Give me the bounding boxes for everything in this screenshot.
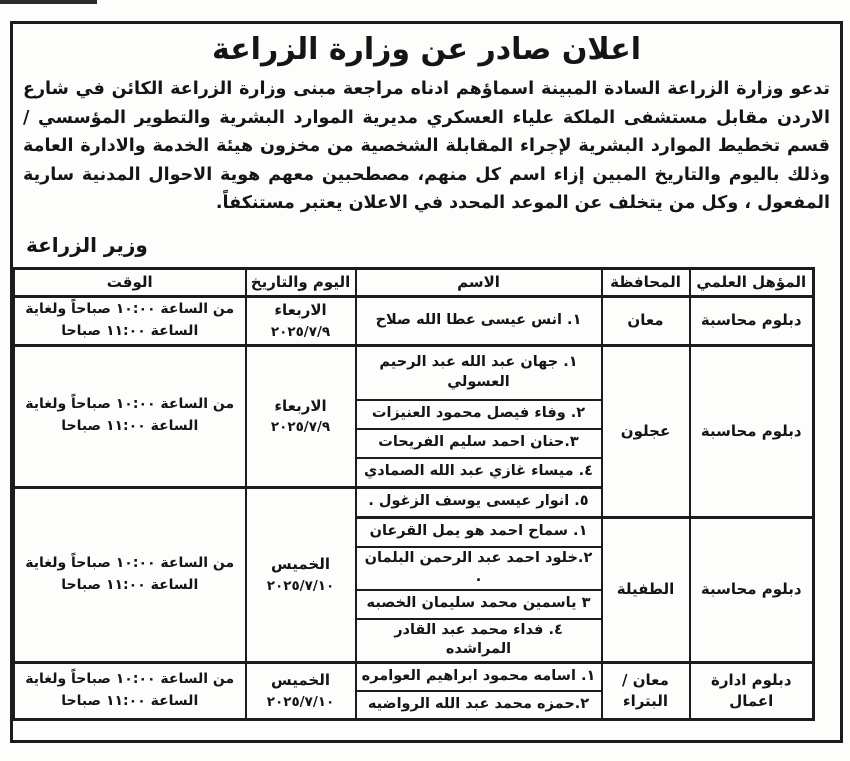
table-row — [14, 296, 814, 345]
col-header-name: الاسم — [356, 268, 602, 296]
day-date-cell — [246, 487, 356, 662]
col-header-qualification: المؤهل العلمي — [690, 268, 814, 296]
candidate-name-cell: ٢.خلود احمد عبد الرحمن البلمان . — [356, 547, 602, 590]
announcement-box — [10, 21, 843, 743]
day-label: الخميس — [271, 671, 330, 690]
governorate-cell: عجلون — [602, 345, 690, 517]
ad-title: اعلان صادر عن وزارة الزراعة — [212, 32, 641, 67]
candidate-name-cell: ١. سماح احمد هو يمل القرعان — [356, 517, 602, 547]
table-header-row — [14, 268, 814, 296]
time-cell: من الساعة ١٠:٠٠ صباحاً ولغاية الساعة ١١:٠٠ صباحا — [14, 662, 246, 719]
col-header-governorate: المحافظة — [602, 268, 690, 296]
candidate-name-cell: ١. اسامه محمود ابراهيم العوامره — [356, 662, 602, 691]
candidate-name-cell: ٣.حنان احمد سليم الفريحات — [356, 429, 602, 458]
qualification-cell: دبلوم محاسبة — [690, 517, 814, 662]
minister-signature: وزير الزراعة — [26, 232, 148, 257]
candidate-name-cell: ٥. انوار عيسى يوسف الزغول . — [356, 487, 602, 517]
col-header-time: الوقت — [14, 268, 246, 296]
date-value: ٢٠٢٥/٧/١٠ — [266, 693, 335, 710]
day-label: الاربعاء — [274, 396, 327, 415]
qualification-cell: دبلوم ادارة اعمال — [690, 662, 814, 719]
candidate-name-cell: ١. انس عيسى عطا الله صلاح — [356, 296, 602, 345]
governorate-cell: معان / البتراء — [602, 662, 690, 719]
table-row — [14, 662, 814, 691]
candidate-name-cell: ٤. فداء محمد عبد القادر المراشده — [356, 619, 602, 663]
candidate-name-cell: ٢.حمزه محمد عبد الله الرواضيه — [356, 691, 602, 720]
time-cell: من الساعة ١٠:٠٠ صباحاً ولغاية الساعة ١١:٠٠ صباحا — [14, 296, 246, 345]
candidate-name-cell: ٣ ياسمين محمد سليمان الخصبه — [356, 590, 602, 619]
time-cell: من الساعة ١٠:٠٠ صباحاً ولغاية الساعة ١١:٠٠ صباحا — [14, 487, 246, 662]
governorate-cell: معان — [602, 296, 690, 345]
day-date-cell — [246, 296, 356, 345]
cropped-content-remnant — [0, 0, 97, 4]
date-value: ٢٠٢٥/٧/٩ — [270, 419, 331, 436]
day-date-cell — [246, 662, 356, 719]
col-header-day-date: اليوم والتاريخ — [246, 268, 356, 296]
day-label: الخميس — [271, 555, 330, 574]
time-cell: من الساعة ١٠:٠٠ صباحاً ولغاية الساعة ١١:٠٠ صباحا — [14, 345, 246, 487]
interview-schedule-table — [12, 267, 815, 721]
governorate-cell: الطفيلة — [602, 517, 690, 662]
candidate-name-cell: ٤. ميساء غازي عبد الله الصمادي — [356, 458, 602, 488]
qualification-cell: دبلوم محاسبة — [690, 345, 814, 517]
day-date-cell — [246, 345, 356, 487]
candidate-name-cell: ١. جهان عبد الله عبد الرحيم العسولي — [356, 345, 602, 400]
candidate-name-cell: ٢. وفاء فيصل محمود العنيزات — [356, 400, 602, 429]
ad-body-text: تدعو وزارة الزراعة السادة المبينة اسماؤهم ادناه مراجعة مبنى وزارة الزراعة الكائن في شارع الاردن مقابل مستشفى الملكة علياء العسكري مديرية الموارد البشرية والتطوير المؤسسي / قسم تخطيط الموارد البشرية لإجراء المقابلة الشخصية من مخزون هيئة الخدمة والادارة العامة وذلك باليوم والتاريخ المبين إزاء اسم كل منهم، مصطحبين معهم هوية الاحوال المدنية سارية المفعول ، وكل من يتخلف عن الموعد المحدد في الاعلان يعتبر مستنكفاً. — [23, 79, 830, 213]
table-row — [14, 345, 814, 400]
day-label: الاربعاء — [274, 301, 327, 320]
qualification-cell: دبلوم محاسبة — [690, 296, 814, 345]
date-value: ٢٠٢٥/٧/٩ — [270, 323, 331, 340]
date-value: ٢٠٢٥/٧/١٠ — [266, 577, 335, 594]
